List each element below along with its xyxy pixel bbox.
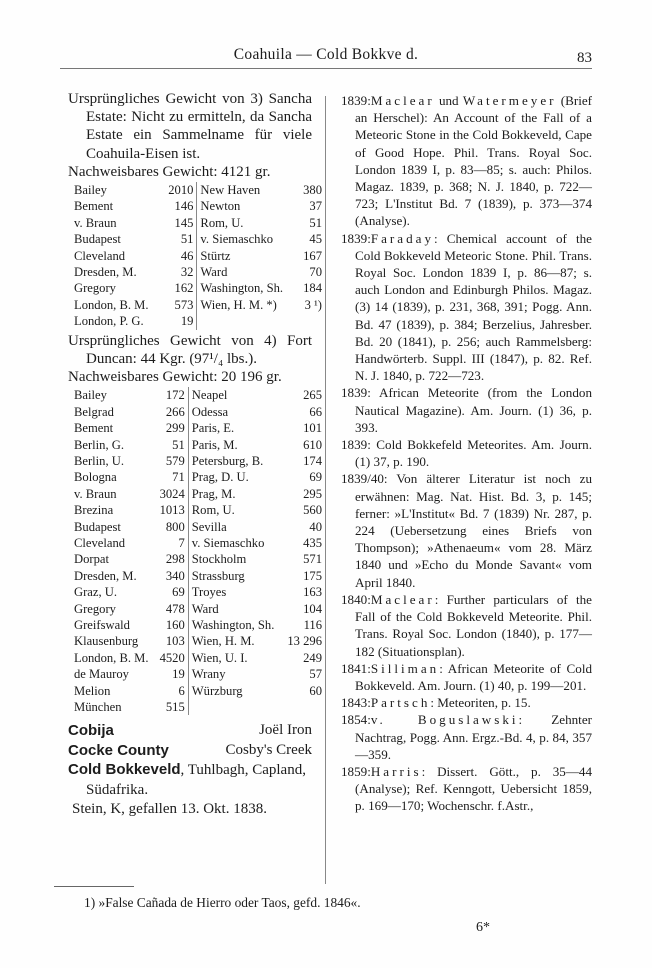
- collection-name: Dresden, M.: [74, 568, 137, 583]
- locality-ref: , Tuhlbagh, Capland, Südafrika.: [86, 762, 306, 798]
- verified-weight-1: Nachweisbares Gewicht: 4121 gr.: [68, 163, 271, 180]
- footnote-rule: [54, 886, 134, 887]
- weight-value: 19: [157, 666, 189, 682]
- left-column: [68, 90, 322, 820]
- reference-text: : Further particulars of the Fall of the Cold Bokkeveld Meteorite. Phil. Trans. Royal Soc. London (1840), p. 177—182 (Situationsplan).: [355, 591, 592, 659]
- table-row: [74, 519, 322, 535]
- collection-name: Cleveland: [74, 248, 126, 263]
- collection-name: Stürtz: [200, 248, 231, 263]
- weight-value: 60: [309, 683, 322, 698]
- reference-text: : Chemical account of the Cold Bokkeveld Meteoric Stone. Phil. Trans. Royal Soc. London 1839 I, p. 86—87; s. auch London and Edinburgh Philos. Magaz. (3) 14 (1839), p. 231, 368, 391; Pogg. Ann. Bd. 47 (1839), p. 384; Berzelius, Jahresber. Bd. 20 (1841), p. 256; auch Rammelsberg: Handwörterb. Suppl. III (1847), p. 82. Ref. N. J. 1840, p. 722—723.: [355, 230, 592, 384]
- weight-value: 2010: [163, 182, 197, 198]
- locality-ref: Cosby's Creek: [225, 741, 312, 758]
- table-row: [74, 601, 322, 617]
- weight-value: 340: [157, 568, 189, 584]
- weight-value: 57: [309, 667, 322, 682]
- bibliography-entry: [341, 660, 592, 694]
- table-row: [74, 551, 322, 567]
- table-row: [74, 182, 322, 198]
- weight-value: 69: [157, 584, 189, 600]
- table-row: [74, 633, 322, 649]
- table-row: [74, 617, 322, 633]
- original-weight-fort-duncan: Ursprüngliches Gewicht von 4) Fort Duncan: 44 Kgr. (97¹/₄ lbs.).: [68, 332, 312, 367]
- collection-name: Paris, E.: [191, 421, 235, 436]
- collection-name: Neapel: [191, 388, 228, 403]
- weight-value: 184: [303, 281, 322, 296]
- table-row: [74, 264, 322, 280]
- table-row: [74, 313, 322, 329]
- collection-name: Wien, H. M. *): [200, 297, 277, 312]
- table-row: [74, 683, 322, 699]
- collection-name: Dorpat: [74, 552, 109, 567]
- bibliography-entry: [341, 694, 592, 711]
- reference-year: 1840:: [341, 591, 371, 607]
- weight-value: 160: [157, 617, 189, 633]
- weight-value: 571: [303, 552, 322, 567]
- collection-name: Ward: [191, 601, 219, 616]
- weight-value: 51: [157, 437, 189, 453]
- collection-name: Bement: [74, 421, 114, 436]
- collection-name: v. Siemaschko: [200, 232, 274, 247]
- table-row: [74, 404, 322, 420]
- weight-value: 69: [309, 470, 322, 485]
- collection-name: Newton: [200, 199, 241, 214]
- weight-value: 103: [157, 633, 189, 649]
- weight-value: 51: [163, 231, 197, 247]
- weight-value: 116: [303, 617, 322, 632]
- weight-value: 573: [163, 297, 197, 313]
- weight-value: [284, 699, 322, 715]
- collection-name: Wrany: [191, 667, 226, 682]
- collection-name: Bailey: [74, 388, 107, 403]
- column-divider: [325, 96, 326, 884]
- verified-weight-2: Nachweisbares Gewicht: 20 196 gr.: [68, 369, 282, 386]
- reference-text: (Brief an Herschel): An Account of the Fall of a Meteoric Stone in the Cold Bokkeveld, Cape of Good Hope. Phil. Trans. Royal Soc. London 1839 I, p. 83—85; s. auch: Philos. Magaz. 1839, p. 368; N. J. 1840, p. 722—723; L'Institut Bd. 7 (1839), p. 373—374 (Analyse).: [355, 93, 593, 229]
- collection-name: v. Siemaschko: [191, 535, 265, 550]
- weight-value: 37: [309, 199, 322, 214]
- weight-value: 162: [163, 280, 197, 296]
- reference-year: 1839:: [341, 93, 371, 108]
- collection-name: de Mauroy: [74, 667, 129, 682]
- locality-name: Cocke County: [68, 741, 169, 759]
- weight-value: 380: [303, 183, 322, 198]
- bibliography-entry: [341, 92, 592, 230]
- weight-value: 478: [157, 601, 189, 617]
- weight-value: 163: [303, 585, 322, 600]
- fall-date: Stein, K, gefallen 13. Okt. 1838.: [72, 801, 267, 818]
- collection-name: Berlin, U.: [74, 453, 125, 468]
- collection-name: Graz, U.: [74, 585, 118, 600]
- table-row: [74, 486, 322, 502]
- entry-cocke-county: [68, 741, 312, 761]
- weight-value: 40: [309, 519, 322, 534]
- reference-text: African Meteorite (from the London Nautical Magazine). Am. Journ. (1) 36, p. 393.: [355, 385, 592, 435]
- reference-author: Faraday: [370, 230, 434, 246]
- bibliography-entry: [341, 711, 592, 763]
- collection-name: Belgrad: [74, 404, 114, 419]
- table-row: [74, 699, 322, 715]
- collection-name: Strassburg: [191, 568, 245, 583]
- reference-year: 1839:: [341, 230, 371, 246]
- weight-value: [299, 313, 322, 329]
- original-weight-sancha: Ursprüngliches Gewicht von 3) Sancha Estate: Nicht zu ermitteln, da Sancha Estate ein Sammelname für viele Coahuila-Eisen ist.: [68, 91, 312, 162]
- reference-year: 1839:: [341, 385, 371, 401]
- weight-value: 13 296: [287, 634, 322, 649]
- bibliography-entry: [341, 591, 592, 660]
- weight-value: 175: [303, 568, 322, 583]
- bibliography-entry: [341, 230, 592, 385]
- locality-entries: [68, 721, 312, 820]
- collection-name: Prag, M.: [191, 486, 236, 501]
- collection-name: Rom, U.: [200, 215, 244, 230]
- collection-name: Brezina: [74, 503, 114, 518]
- collection-name: [188, 699, 283, 715]
- weight-value: 4520: [157, 650, 189, 666]
- reference-author: v. Boguslawski: [370, 712, 519, 728]
- collection-name: Ward: [200, 265, 228, 280]
- collection-name: Greifswald: [74, 617, 130, 632]
- collection-name: London, P. G.: [74, 314, 144, 329]
- weight-value: 104: [303, 601, 322, 616]
- weight-value: 298: [157, 551, 189, 567]
- reference-author: Silliman: [370, 660, 440, 676]
- weight-value: 70: [309, 265, 322, 280]
- weight-value: 266: [157, 404, 189, 420]
- reference-year: 1839:: [341, 437, 371, 453]
- collection-name: New Haven: [200, 183, 261, 198]
- weight-value: 610: [303, 437, 322, 452]
- weight-value: 295: [303, 486, 322, 501]
- table-row: [74, 387, 322, 403]
- weight-value: 579: [157, 453, 189, 469]
- collection-name: Cleveland: [74, 535, 126, 550]
- reference-year: 1854:: [341, 712, 371, 728]
- table-row: [74, 231, 322, 247]
- signature-mark: 6*: [476, 920, 490, 935]
- reference-text: Von älterer Literatur ist noch zu erwähnen: Mag. Nat. Hist. Bd. 3, p. 145; ferner: »L'Institut« Bd. 7 (1839) Nr. 287, p. 224 (Uebersetzung eines Briefs von Thompson); »Athenaeum« vom 28. März 1840 und »Echo du Monde Savant« vom April 1840.: [355, 471, 592, 590]
- table-row: [74, 502, 322, 518]
- table-row: [74, 420, 322, 436]
- weight-value: 299: [157, 420, 189, 436]
- collection-table-2: [74, 387, 322, 715]
- weight-value: 249: [303, 650, 322, 665]
- weight-value: 32: [163, 264, 197, 280]
- collection-table-1: [74, 182, 322, 330]
- entry-cobija: [68, 721, 312, 741]
- collection-name: Bologna: [74, 470, 117, 485]
- weight-value: 45: [309, 232, 322, 247]
- table-row: [74, 535, 322, 551]
- weight-value: 66: [309, 404, 322, 419]
- collection-name: Odessa: [191, 404, 229, 419]
- bibliography-entry: [341, 763, 592, 815]
- table-row: [74, 248, 322, 264]
- collection-name: Budapest: [74, 232, 121, 247]
- collection-name: Rom, U.: [191, 503, 235, 518]
- table-row: [74, 280, 322, 296]
- entry-cold-bokkeveld: [68, 760, 312, 800]
- table-row: [74, 215, 322, 231]
- reference-text: : Meteoriten, p. 15.: [430, 695, 531, 711]
- weight-value: 46: [163, 248, 197, 264]
- collection-name: [197, 313, 300, 329]
- table-row: [74, 297, 322, 313]
- page-number: 83: [577, 50, 592, 66]
- page-title: Coahuila — Cold Bokkve d.: [233, 46, 419, 63]
- collection-name: Berlin, G.: [74, 437, 125, 452]
- reference-author: Harris: [370, 763, 422, 779]
- weight-value: 174: [303, 453, 322, 468]
- locality-ref: Joël Iron: [259, 722, 312, 739]
- collection-name: London, B. M.: [74, 297, 149, 312]
- reference-year: 1859:: [341, 763, 371, 779]
- right-column: [341, 92, 592, 815]
- weight-value: 800: [157, 519, 189, 535]
- collection-name: v. Braun: [74, 215, 117, 230]
- collection-name: London, B. M.: [74, 650, 149, 665]
- bibliography-entry: [341, 436, 592, 470]
- weight-value: 101: [303, 421, 322, 436]
- reference-author: Maclear: [370, 591, 435, 607]
- weight-value: 51: [309, 215, 322, 230]
- weight-value: 146: [163, 198, 197, 214]
- collection-name: Gregory: [74, 601, 116, 616]
- reference-year: 1841:: [341, 660, 371, 676]
- collection-name: Würzburg: [191, 683, 243, 698]
- locality-name: Cold Bokkeveld: [68, 761, 181, 779]
- collection-name: Washington, Sh.: [191, 617, 275, 632]
- reference-text: Cold Bokkefeld Meteorites. Am. Journ. (1) 37, p. 190.: [355, 437, 592, 470]
- weight-value: 167: [303, 248, 322, 263]
- reference-author: Watermeyer: [462, 93, 557, 108]
- locality-name: Cobija: [68, 722, 114, 740]
- table-row: [74, 469, 322, 485]
- weight-value: 515: [157, 699, 189, 715]
- reference-author: Partsch: [370, 695, 431, 711]
- reference-text: : Zehnter Nachtrag, Pogg. Ann. Ergz.-Bd. 4, p. 84, 357—359.: [355, 712, 592, 762]
- collection-name: Stockholm: [191, 552, 247, 567]
- collection-name: Melion: [74, 683, 111, 698]
- weight-value: 1013: [157, 502, 189, 518]
- table-row: [74, 437, 322, 453]
- weight-value: 145: [163, 215, 197, 231]
- table-row: [74, 568, 322, 584]
- reference-connector: und: [434, 93, 463, 108]
- table-row: [74, 650, 322, 666]
- collection-name: Wien, U. I.: [191, 650, 248, 665]
- running-header: [60, 44, 592, 69]
- reference-year: 1843:: [341, 695, 371, 711]
- table-row: [74, 198, 322, 214]
- weight-value: 71: [157, 469, 189, 485]
- reference-author: Maclear: [370, 93, 435, 108]
- table-row: [74, 584, 322, 600]
- weight-value: 7: [157, 535, 189, 551]
- collection-name: Paris, M.: [191, 437, 238, 452]
- bibliography-entry: [341, 384, 592, 436]
- collection-name: Gregory: [74, 281, 116, 296]
- collection-name: Wien, H. M.: [191, 634, 255, 649]
- table-row: [74, 453, 322, 469]
- collection-name: Sevilla: [191, 519, 227, 534]
- collection-name: München: [74, 700, 122, 714]
- collection-name: Washington, Sh.: [200, 281, 284, 296]
- collection-name: Prag, D. U.: [191, 470, 249, 485]
- weight-value: 265: [303, 388, 322, 403]
- collection-name: Budapest: [74, 519, 121, 534]
- weight-value: 560: [303, 503, 322, 518]
- collection-name: Dresden, M.: [74, 265, 137, 280]
- collection-name: Petersburg, B.: [191, 453, 264, 468]
- weight-value: 435: [303, 535, 322, 550]
- reference-text: : African Meteorite of Cold Bokkeveld. Am. Journ. (1) 40, p. 199—201.: [355, 660, 592, 693]
- collection-name: v. Braun: [74, 486, 117, 501]
- weight-value: 3 ¹): [304, 297, 322, 312]
- collection-name: Bailey: [74, 183, 107, 198]
- weight-value: 19: [163, 313, 197, 329]
- reference-text: : Dissert. Gött., p. 35—44 (Analyse); Ref. Kenngott, Uebersicht 1859, p. 169—170; Wochenschr. f.Astr.,: [355, 763, 592, 814]
- reference-year: 1839/40:: [341, 471, 388, 487]
- table-row: [74, 666, 322, 682]
- weight-value: 6: [157, 683, 189, 699]
- weight-value: 3024: [157, 486, 189, 502]
- footnote: 1) »False Cañada de Hierro oder Taos, gefd. 1846«.: [84, 895, 361, 910]
- weight-value: 172: [157, 387, 189, 403]
- collection-name: Bement: [74, 199, 114, 214]
- collection-name: Klausenburg: [74, 634, 139, 649]
- bibliography-entry: [341, 470, 592, 590]
- collection-name: Troyes: [191, 585, 227, 600]
